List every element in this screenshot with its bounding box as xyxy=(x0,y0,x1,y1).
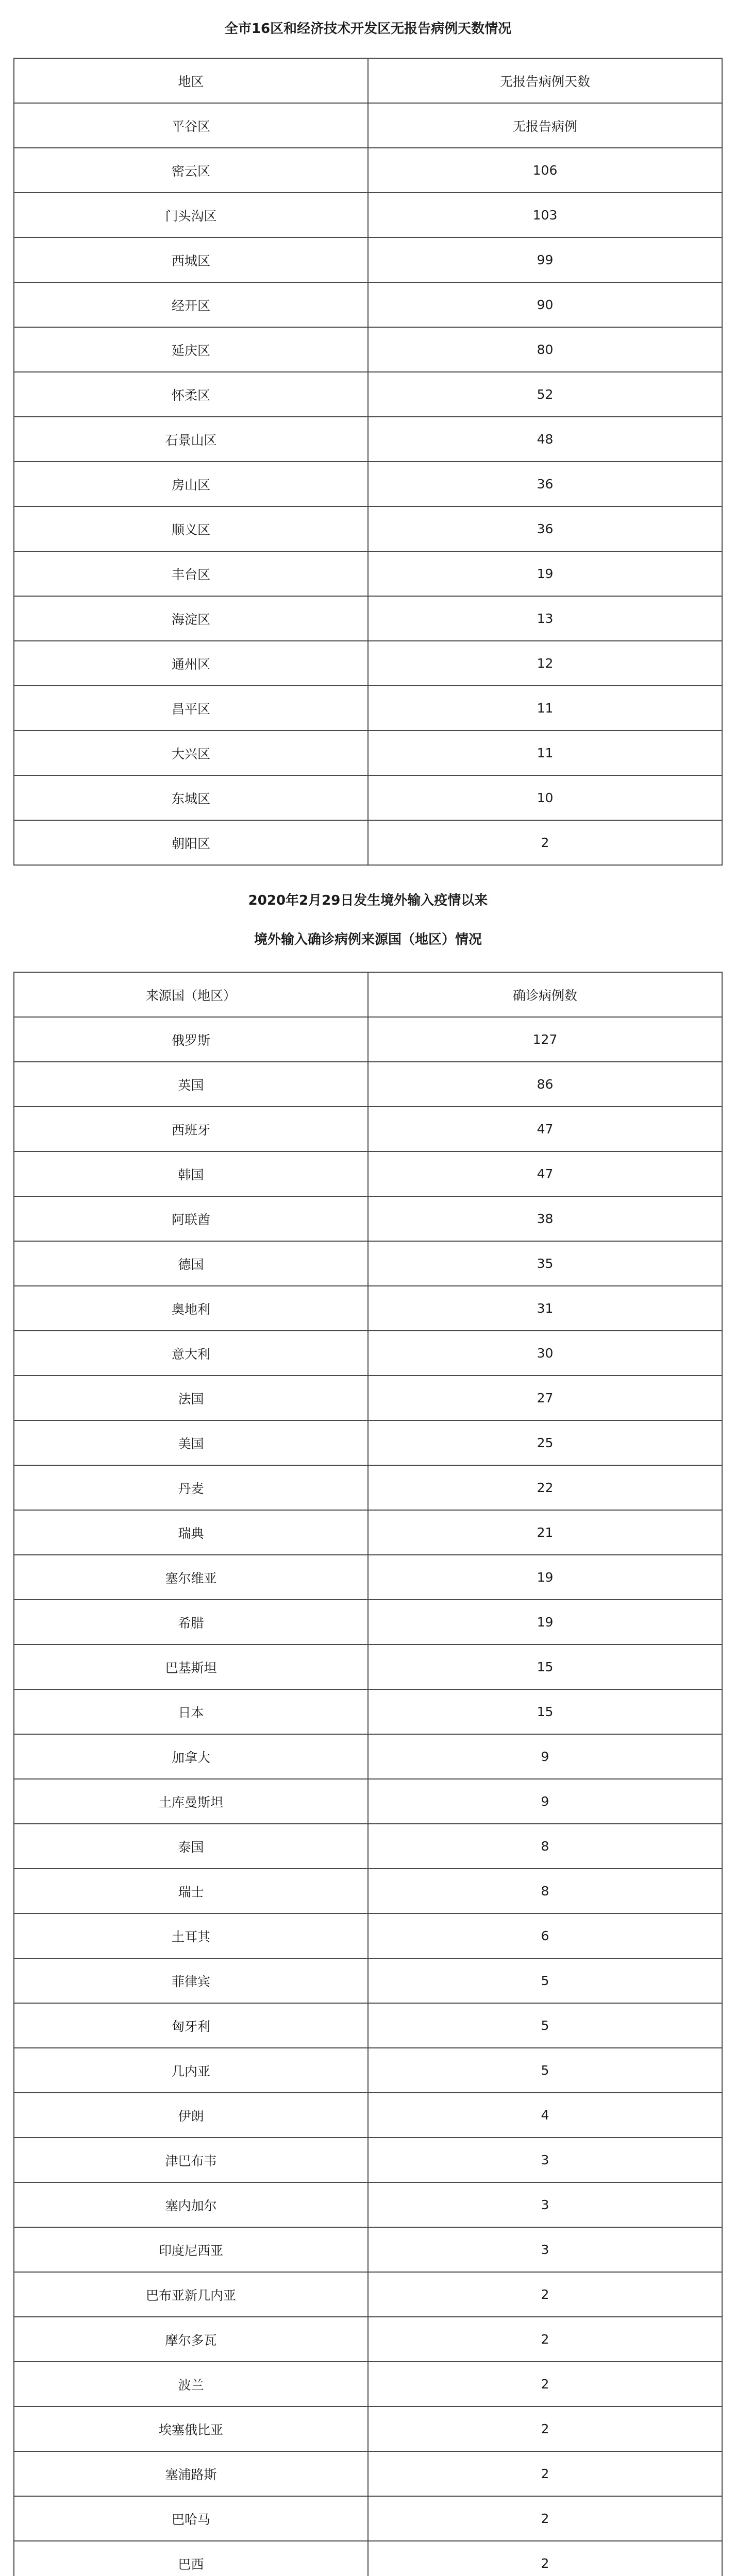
table-cell-name: 丰台区 xyxy=(14,551,368,596)
table-row xyxy=(14,372,722,417)
table-row xyxy=(14,641,722,686)
table-row xyxy=(14,2182,722,2227)
table-cell-value: 2 xyxy=(368,2451,722,2496)
table-cell-name: 塞内加尔 xyxy=(14,2182,368,2227)
table-cell-value: 35 xyxy=(368,1241,722,1286)
table-cell-name: 巴基斯坦 xyxy=(14,1645,368,1689)
table-cell-name: 土耳其 xyxy=(14,1913,368,1958)
table-row xyxy=(14,2451,722,2496)
table-cell-value: 19 xyxy=(368,1600,722,1645)
table-cell-name: 日本 xyxy=(14,1689,368,1734)
table-cell-value: 48 xyxy=(368,417,722,462)
table-cell-name: 延庆区 xyxy=(14,327,368,372)
table-cell-name: 希腊 xyxy=(14,1600,368,1645)
table-cell-name: 印度尼西亚 xyxy=(14,2227,368,2272)
table-row xyxy=(14,1510,722,1555)
table-cell-name: 阿联酋 xyxy=(14,1196,368,1241)
table-cell-value: 2 xyxy=(368,2541,722,2576)
table-row xyxy=(14,238,722,282)
table-row xyxy=(14,775,722,820)
table-cell-value: 19 xyxy=(368,1555,722,1600)
table-cell-value: 2 xyxy=(368,2406,722,2451)
table-row xyxy=(14,2048,722,2093)
table-cell-value: 2 xyxy=(368,2362,722,2406)
table-cell-value: 2 xyxy=(368,2496,722,2541)
table-row xyxy=(14,506,722,551)
table-header-row xyxy=(14,972,722,1017)
table-cell-value: 47 xyxy=(368,1151,722,1196)
table-cell-name: 泰国 xyxy=(14,1824,368,1869)
table-cell-name: 瑞士 xyxy=(14,1869,368,1913)
table-cell-name: 房山区 xyxy=(14,462,368,506)
table-row xyxy=(14,1958,722,2003)
table-cell-value: 13 xyxy=(368,596,722,641)
table-cell-name: 瑞典 xyxy=(14,1510,368,1555)
table-cell-name: 匈牙利 xyxy=(14,2003,368,2048)
table-cell-value: 52 xyxy=(368,372,722,417)
table-cell-name: 巴西 xyxy=(14,2541,368,2576)
table-cell-name: 奥地利 xyxy=(14,1286,368,1331)
table-row xyxy=(14,1151,722,1196)
table-cell-value: 9 xyxy=(368,1734,722,1779)
table-cell-value: 5 xyxy=(368,1958,722,2003)
column-header-district: 地区 xyxy=(14,58,368,103)
table-row xyxy=(14,686,722,731)
table2-title-line1: 2020年2月29日发生境外输入疫情以来 xyxy=(248,893,488,908)
table-cell-value: 15 xyxy=(368,1689,722,1734)
column-header-cases: 确诊病例数 xyxy=(368,972,722,1017)
table-cell-value: 10 xyxy=(368,775,722,820)
table-cell-value: 86 xyxy=(368,1062,722,1107)
table-row xyxy=(14,596,722,641)
table-cell-name: 丹麦 xyxy=(14,1465,368,1510)
table-cell-value: 99 xyxy=(368,238,722,282)
table-cell-name: 密云区 xyxy=(14,148,368,193)
table-cell-name: 加拿大 xyxy=(14,1734,368,1779)
table-cell-value: 5 xyxy=(368,2048,722,2093)
table1-title: 全市16区和经济技术开发区无报告病例天数情况 xyxy=(224,21,512,37)
table-cell-value: 3 xyxy=(368,2182,722,2227)
table-row xyxy=(14,1734,722,1779)
table-cell-value: 36 xyxy=(368,462,722,506)
table-row xyxy=(14,462,722,506)
table-cell-name: 韩国 xyxy=(14,1151,368,1196)
table-row xyxy=(14,148,722,193)
table-cell-value: 47 xyxy=(368,1107,722,1151)
table-cell-name: 巴布亚新几内亚 xyxy=(14,2272,368,2317)
table-row xyxy=(14,1779,722,1824)
table-cell-value: 90 xyxy=(368,282,722,327)
table-cell-value: 4 xyxy=(368,2093,722,2138)
table-row xyxy=(14,2317,722,2362)
table2-title-line2: 境外输入确诊病例来源国（地区）情况 xyxy=(254,932,482,947)
table-cell-value: 2 xyxy=(368,2272,722,2317)
table-row xyxy=(14,1555,722,1600)
table-header-row xyxy=(14,58,722,103)
table-cell-value: 无报告病例 xyxy=(368,103,722,148)
table-cell-name: 昌平区 xyxy=(14,686,368,731)
table-cell-name: 塞尔维亚 xyxy=(14,1555,368,1600)
table-row xyxy=(14,820,722,865)
table-cell-name: 顺义区 xyxy=(14,506,368,551)
table-cell-value: 2 xyxy=(368,820,722,865)
table-row xyxy=(14,193,722,238)
table-row xyxy=(14,2003,722,2048)
table-row xyxy=(14,2406,722,2451)
table1-body xyxy=(14,103,722,865)
table-cell-value: 3 xyxy=(368,2227,722,2272)
table-row xyxy=(14,2541,722,2576)
table-cell-name: 菲律宾 xyxy=(14,1958,368,2003)
table-row xyxy=(14,1645,722,1689)
table-row xyxy=(14,1107,722,1151)
table-row xyxy=(14,551,722,596)
table-cell-value: 12 xyxy=(368,641,722,686)
table-row xyxy=(14,327,722,372)
table-cell-value: 9 xyxy=(368,1779,722,1824)
table-cell-value: 27 xyxy=(368,1376,722,1420)
table-cell-name: 塞浦路斯 xyxy=(14,2451,368,2496)
no-case-days-table xyxy=(13,58,723,866)
table-cell-value: 11 xyxy=(368,686,722,731)
table-row xyxy=(14,2227,722,2272)
table-row xyxy=(14,417,722,462)
table-row xyxy=(14,1241,722,1286)
table-cell-name: 俄罗斯 xyxy=(14,1017,368,1062)
table-cell-value: 5 xyxy=(368,2003,722,2048)
table-cell-value: 8 xyxy=(368,1824,722,1869)
table-cell-name: 土库曼斯坦 xyxy=(14,1779,368,1824)
table-row xyxy=(14,2362,722,2406)
table2-body xyxy=(14,1017,722,2576)
table-cell-name: 意大利 xyxy=(14,1331,368,1376)
table-row xyxy=(14,282,722,327)
table-row xyxy=(14,731,722,775)
table-cell-value: 6 xyxy=(368,1913,722,1958)
table-row xyxy=(14,1465,722,1510)
table-cell-name: 几内亚 xyxy=(14,2048,368,2093)
table-cell-value: 8 xyxy=(368,1869,722,1913)
table-cell-value: 31 xyxy=(368,1286,722,1331)
table-cell-value: 22 xyxy=(368,1465,722,1510)
table-row xyxy=(14,2272,722,2317)
table-row xyxy=(14,2138,722,2182)
table-cell-name: 平谷区 xyxy=(14,103,368,148)
table-cell-value: 19 xyxy=(368,551,722,596)
table-cell-name: 埃塞俄比亚 xyxy=(14,2406,368,2451)
table-cell-value: 127 xyxy=(368,1017,722,1062)
table-row xyxy=(14,1062,722,1107)
table-row xyxy=(14,1869,722,1913)
table-row xyxy=(14,103,722,148)
table-row xyxy=(14,1600,722,1645)
table-cell-name: 海淀区 xyxy=(14,596,368,641)
column-header-days: 无报告病例天数 xyxy=(368,58,722,103)
table-cell-name: 西班牙 xyxy=(14,1107,368,1151)
table-cell-name: 朝阳区 xyxy=(14,820,368,865)
table-cell-value: 30 xyxy=(368,1331,722,1376)
table-cell-value: 2 xyxy=(368,2317,722,2362)
table-row xyxy=(14,1286,722,1331)
table-cell-value: 36 xyxy=(368,506,722,551)
table-row xyxy=(14,1017,722,1062)
table-cell-name: 巴哈马 xyxy=(14,2496,368,2541)
table-cell-name: 德国 xyxy=(14,1241,368,1286)
table-row xyxy=(14,2496,722,2541)
table-row xyxy=(14,1689,722,1734)
table-cell-name: 怀柔区 xyxy=(14,372,368,417)
table-cell-value: 3 xyxy=(368,2138,722,2182)
table-cell-name: 英国 xyxy=(14,1062,368,1107)
table-cell-name: 经开区 xyxy=(14,282,368,327)
table-cell-name: 大兴区 xyxy=(14,731,368,775)
table-row xyxy=(14,1913,722,1958)
table-row xyxy=(14,1196,722,1241)
table-cell-name: 摩尔多瓦 xyxy=(14,2317,368,2362)
table-cell-name: 西城区 xyxy=(14,238,368,282)
imported-cases-table xyxy=(13,972,723,2576)
table-row xyxy=(14,1376,722,1420)
table-row xyxy=(14,1331,722,1376)
table-row xyxy=(14,1420,722,1465)
table-cell-name: 石景山区 xyxy=(14,417,368,462)
table-row xyxy=(14,1824,722,1869)
table-cell-name: 门头沟区 xyxy=(14,193,368,238)
table-cell-name: 伊朗 xyxy=(14,2093,368,2138)
table-cell-name: 法国 xyxy=(14,1376,368,1420)
table-row xyxy=(14,2093,722,2138)
table-cell-value: 25 xyxy=(368,1420,722,1465)
table-cell-value: 38 xyxy=(368,1196,722,1241)
table-cell-name: 美国 xyxy=(14,1420,368,1465)
table-cell-value: 15 xyxy=(368,1645,722,1689)
table-cell-name: 津巴布韦 xyxy=(14,2138,368,2182)
table-cell-name: 通州区 xyxy=(14,641,368,686)
table-cell-value: 106 xyxy=(368,148,722,193)
table-cell-value: 11 xyxy=(368,731,722,775)
table-cell-value: 21 xyxy=(368,1510,722,1555)
table-cell-value: 103 xyxy=(368,193,722,238)
table-cell-name: 东城区 xyxy=(14,775,368,820)
table-cell-value: 80 xyxy=(368,327,722,372)
column-header-source: 来源国（地区） xyxy=(14,972,368,1017)
table-cell-name: 波兰 xyxy=(14,2362,368,2406)
